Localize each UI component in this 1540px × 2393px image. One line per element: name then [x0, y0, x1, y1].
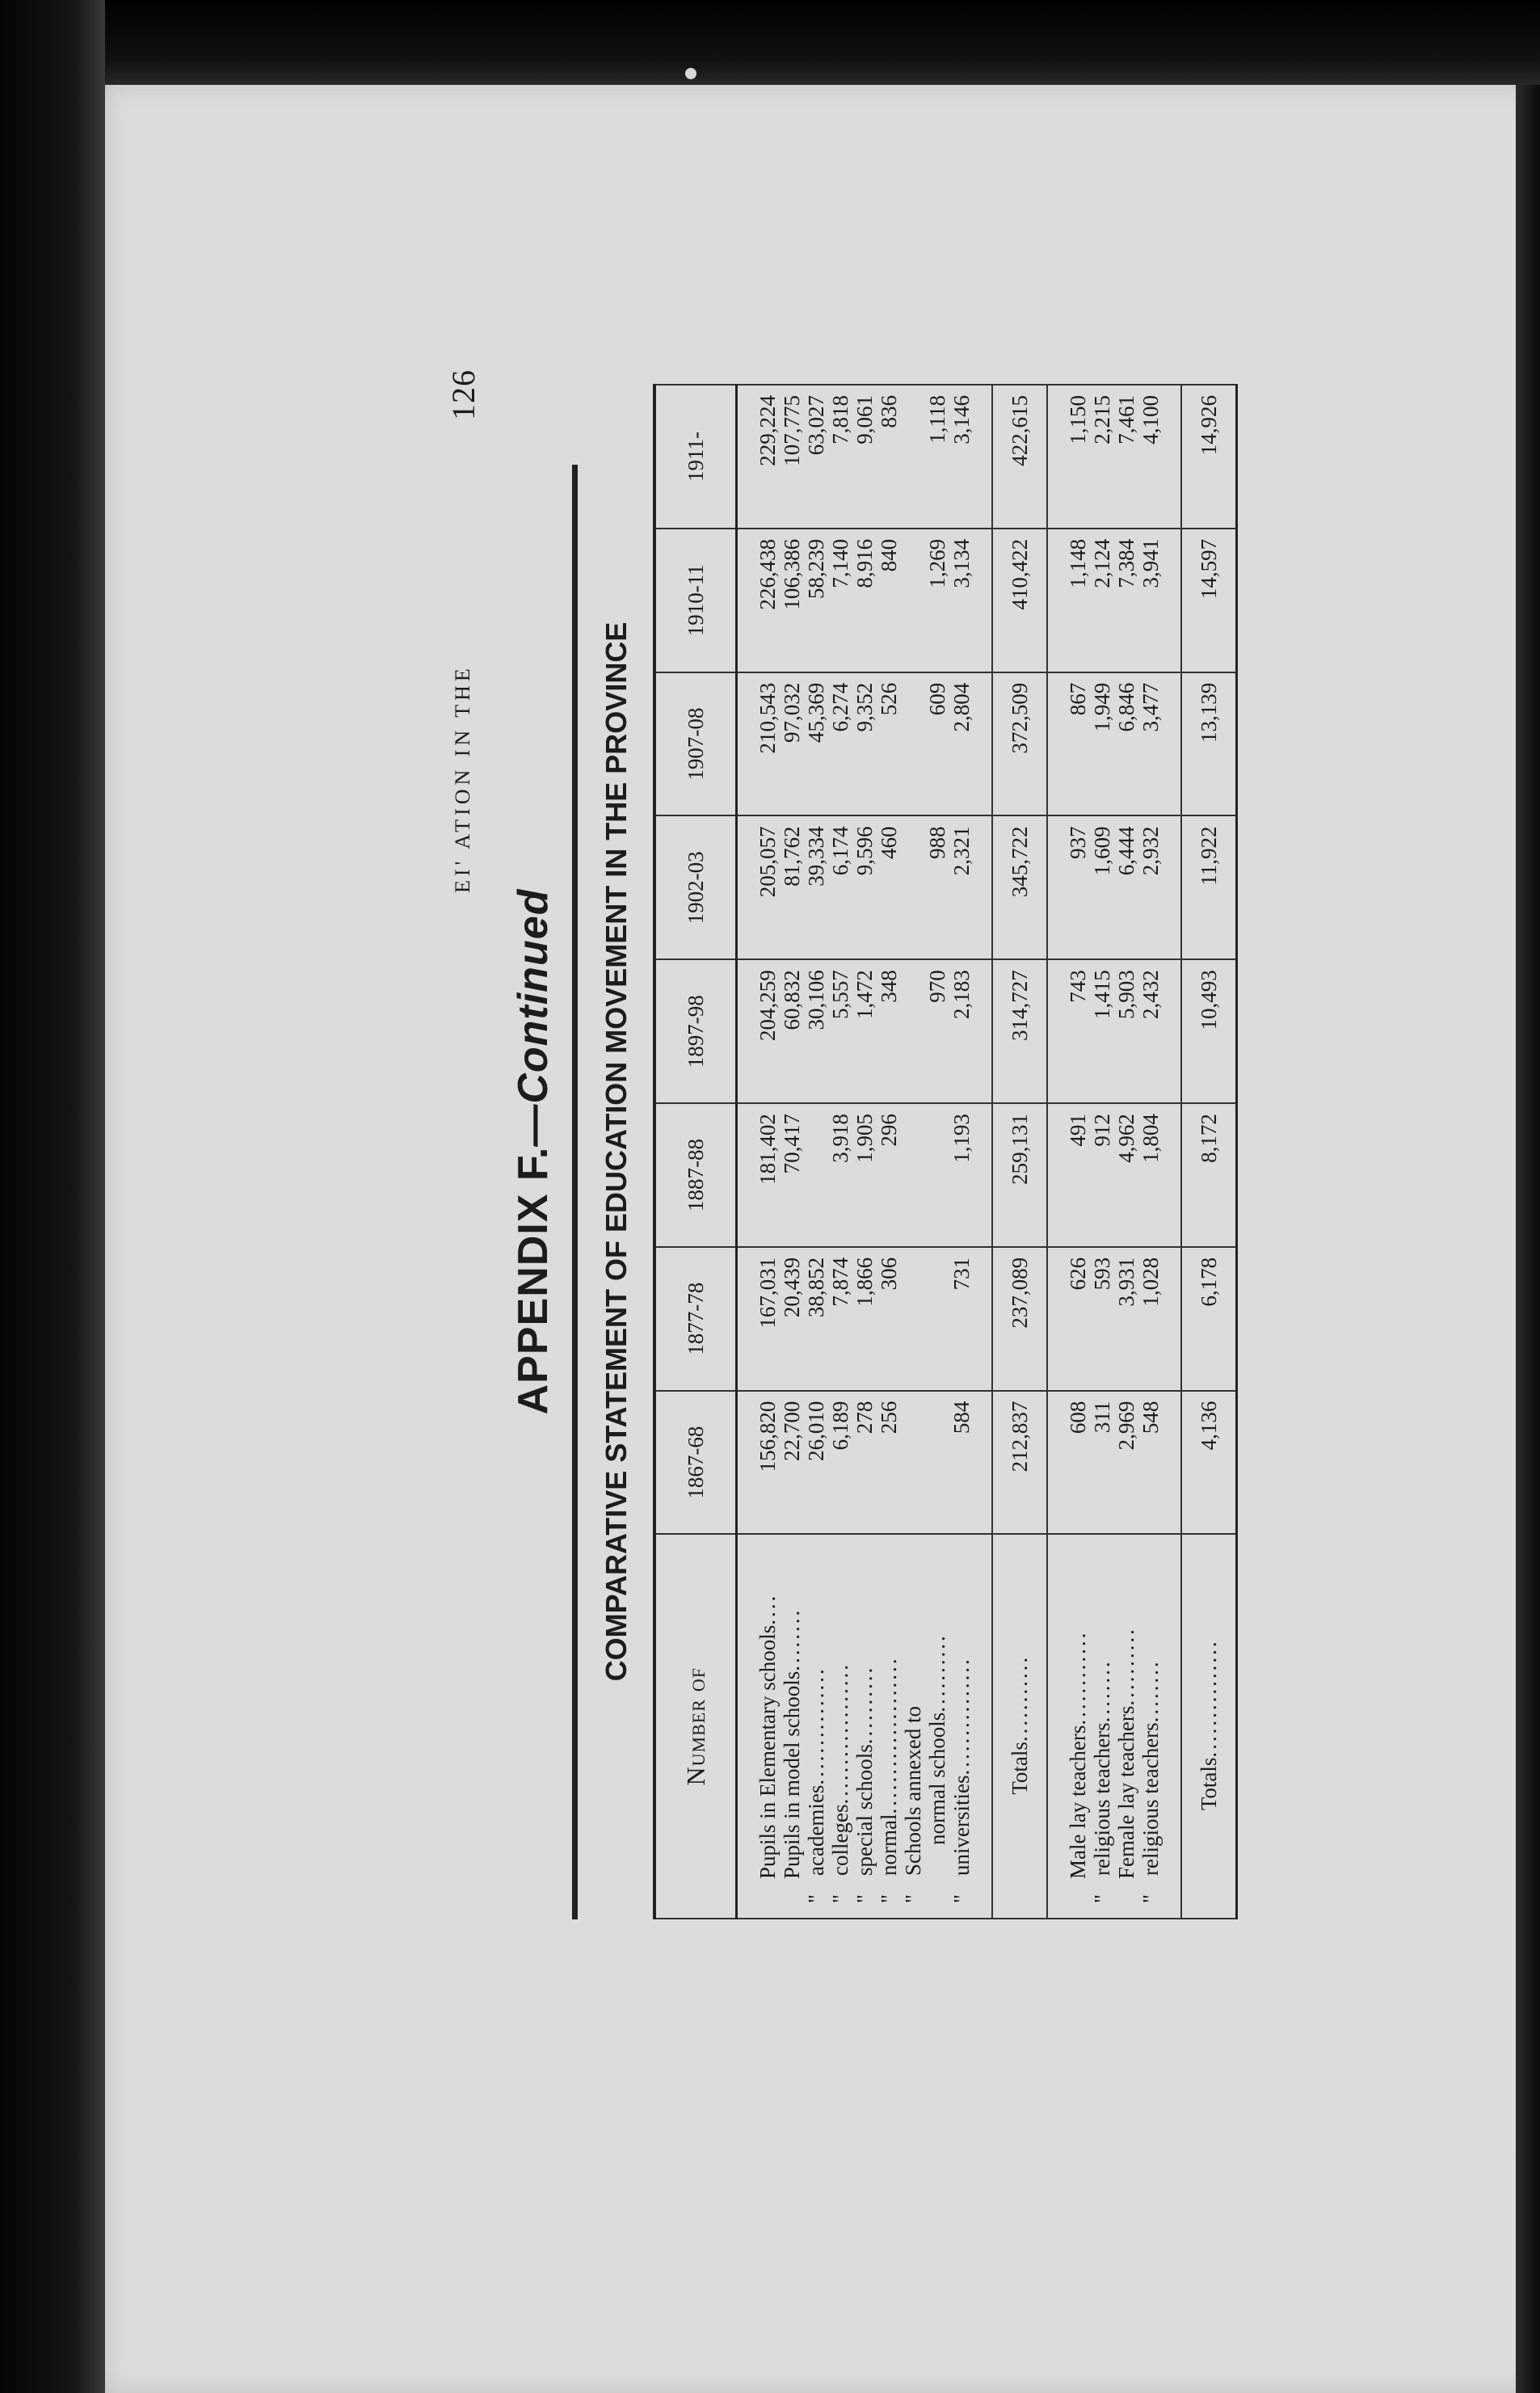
cell-value: 5,557: [828, 959, 852, 1103]
scan-left-edge: [0, 0, 105, 2393]
cell-value: 2,932: [1138, 815, 1163, 959]
row-label: [877, 1534, 901, 1919]
cell-value: 6,846: [1114, 672, 1138, 816]
table-row: [828, 385, 852, 1919]
cell-value: 60,832: [780, 959, 804, 1103]
cell-value: 1,472: [852, 959, 877, 1103]
spacer-cell: [1163, 672, 1181, 816]
cell-value: 204,259: [755, 959, 780, 1103]
cell-value: 156,820: [755, 1391, 780, 1535]
cell-value: 167,031: [755, 1247, 780, 1391]
cell-value: [901, 815, 925, 959]
table-row: [925, 385, 949, 1919]
dot-leader: ...............: [949, 1657, 974, 1776]
spacer-cell: [1047, 959, 1066, 1103]
spacer-cell: [1163, 1247, 1181, 1391]
cell-value: 1,150: [1066, 385, 1090, 529]
cell-value: 372,509: [992, 672, 1047, 816]
cell-value: 259,131: [992, 1103, 1047, 1247]
cell-value: 6,178: [1181, 1247, 1237, 1391]
row-label-text: Totals: [1197, 1757, 1221, 1811]
spacer-cell: [974, 815, 992, 959]
spacer-cell: [974, 1391, 992, 1535]
cell-value: 491: [1066, 1103, 1090, 1247]
cell-value: 311: [1090, 1391, 1114, 1535]
spacer-cell: [737, 1103, 756, 1247]
cell-value: 226,438: [755, 529, 780, 672]
cell-value: 237,089: [992, 1247, 1047, 1391]
spacer-row: [974, 385, 992, 1919]
cell-value: 988: [925, 815, 949, 959]
cell-value: 7,140: [828, 529, 852, 672]
cell-value: 2,215: [1090, 385, 1114, 529]
spacer-cell: [1047, 529, 1066, 672]
dot-leader: ............: [1066, 1630, 1090, 1725]
scan-speck: [685, 68, 696, 79]
table-row: [901, 385, 925, 1919]
cell-value: [925, 1103, 949, 1247]
cell-value: [901, 959, 925, 1103]
cell-value: 2,432: [1138, 959, 1163, 1103]
cell-value: 1,415: [1090, 959, 1114, 1103]
cell-value: 626: [1066, 1247, 1090, 1391]
cell-value: 1,949: [1090, 672, 1114, 816]
spacer-cell: [1163, 959, 1181, 1103]
cell-value: 867: [1066, 672, 1090, 816]
scan-right-shadow: [1516, 85, 1540, 2393]
cell-value: 22,700: [780, 1391, 804, 1535]
spacer-cell: [1047, 672, 1066, 816]
cell-value: 1,866: [852, 1247, 877, 1391]
cell-value: 912: [1090, 1103, 1114, 1247]
spacer-cell: [974, 529, 992, 672]
cell-value: 8,916: [852, 529, 877, 672]
dot-leader: ..................: [828, 1662, 852, 1805]
cell-value: 1,804: [1138, 1103, 1163, 1247]
spacer-cell: [1163, 385, 1181, 529]
cell-value: 410,422: [992, 529, 1047, 672]
cell-value: 6,174: [828, 815, 852, 959]
cell-value: 6,189: [828, 1391, 852, 1535]
cell-value: 2,804: [949, 672, 974, 816]
cell-value: 840: [877, 529, 901, 672]
row-label-text: Pupils in Elementary schools: [755, 1624, 780, 1879]
cell-value: 81,762: [780, 815, 804, 959]
cell-value: 30,106: [804, 959, 828, 1103]
appendix-title-main: APPENDIX F.: [510, 1146, 557, 1415]
cell-value: 6,274: [828, 672, 852, 816]
pupils-section: [737, 385, 993, 1919]
header-year: 1907-08: [654, 672, 737, 816]
spacer-cell: [1163, 1103, 1181, 1247]
cell-value: [901, 1103, 925, 1247]
row-label: [992, 1534, 1047, 1919]
cell-value: 70,417: [780, 1103, 804, 1247]
row-label-text: colleges: [828, 1804, 852, 1876]
table-row: [1090, 385, 1114, 1919]
table-row: [804, 385, 828, 1919]
row-label: [901, 1534, 925, 1919]
row-label-text: Female lay teachers: [1114, 1705, 1138, 1879]
cell-value: 608: [1066, 1391, 1090, 1535]
cell-value: 8,172: [1181, 1103, 1237, 1247]
cell-value: 10,493: [1181, 959, 1237, 1103]
dot-leader: ...............: [1197, 1639, 1221, 1758]
spacer-cell: [737, 1534, 756, 1919]
cell-value: 743: [1066, 959, 1090, 1103]
cell-value: 14,926: [1181, 385, 1237, 529]
spacer-cell: [737, 672, 756, 816]
cell-value: 526: [877, 672, 901, 816]
dot-leader: ...........: [1008, 1654, 1032, 1742]
spacer-cell: [1047, 1103, 1066, 1247]
running-head: EI' ATION IN THE: [451, 664, 474, 893]
cell-value: 7,818: [828, 385, 852, 529]
cell-value: [901, 672, 925, 816]
row-label-text: religious teachers: [1090, 1722, 1114, 1876]
cell-value: 63,027: [804, 385, 828, 529]
ditto-mark: ": [949, 1894, 974, 1903]
spacer-cell: [1163, 1391, 1181, 1535]
cell-value: 3,931: [1114, 1247, 1138, 1391]
row-label-text: Male lay teachers: [1066, 1725, 1090, 1879]
table-row: [780, 385, 804, 1919]
totals-row: [992, 385, 1047, 1919]
cell-value: 1,193: [949, 1103, 974, 1247]
spacer-cell: [737, 529, 756, 672]
cell-value: 460: [877, 815, 901, 959]
cell-value: 609: [925, 672, 949, 816]
cell-value: 3,941: [1138, 529, 1163, 672]
cell-value: 229,224: [755, 385, 780, 529]
rotated-page-content: [444, 369, 1333, 1919]
table-row: [755, 385, 780, 1919]
row-label: [1181, 1534, 1237, 1919]
header-year: 1877-78: [654, 1247, 737, 1391]
row-label-text: special schools: [852, 1744, 877, 1876]
ditto-mark: ": [901, 1894, 925, 1903]
cell-value: 3,477: [1138, 672, 1163, 816]
spacer-cell: [1047, 1391, 1066, 1535]
cell-value: 210,543: [755, 672, 780, 816]
row-label-text: Schools annexed to: [901, 1706, 925, 1876]
spacer-cell: [737, 1391, 756, 1535]
cell-value: 6,444: [1114, 815, 1138, 959]
row-label-text: normal schools: [925, 1712, 949, 1845]
spacer-cell: [737, 815, 756, 959]
cell-value: 205,057: [755, 815, 780, 959]
cell-value: 548: [1138, 1391, 1163, 1535]
cell-value: 5,903: [1114, 959, 1138, 1103]
cell-value: 3,134: [949, 529, 974, 672]
cell-value: 345,722: [992, 815, 1047, 959]
spacer-cell: [974, 1103, 992, 1247]
teachers-section: [1047, 385, 1181, 1919]
spacer-row: [1047, 385, 1066, 1919]
spacer-cell: [974, 1534, 992, 1919]
cell-value: 836: [877, 385, 901, 529]
dot-leader: ....................: [877, 1656, 901, 1814]
cell-value: 2,321: [949, 815, 974, 959]
cell-value: 7,461: [1114, 385, 1138, 529]
teachers-totals-section: [1181, 385, 1237, 1919]
ditto-mark: ": [1138, 1894, 1163, 1903]
cell-value: 731: [949, 1247, 974, 1391]
ditto-mark: ": [804, 1894, 828, 1903]
cell-value: 4,100: [1138, 385, 1163, 529]
cell-value: 14,597: [1181, 529, 1237, 672]
row-label: [1138, 1534, 1163, 1919]
cell-value: [804, 1103, 828, 1247]
row-label-text: universities: [949, 1775, 974, 1876]
table-row: [852, 385, 877, 1919]
dot-leader: ........: [1138, 1659, 1163, 1723]
table-row: [1138, 385, 1163, 1919]
spacer-cell: [737, 959, 756, 1103]
cell-value: 256: [877, 1391, 901, 1535]
cell-value: 4,136: [1181, 1391, 1237, 1535]
cell-value: 584: [949, 1391, 974, 1535]
cell-value: [901, 529, 925, 672]
row-label-text: religious teachers: [1138, 1722, 1163, 1876]
table-row: [1181, 385, 1237, 1919]
header-year: 1911-: [654, 385, 737, 529]
cell-value: 11,922: [1181, 815, 1237, 959]
cell-value: 296: [877, 1103, 901, 1247]
cell-value: 2,124: [1090, 529, 1114, 672]
cell-value: 937: [1066, 815, 1090, 959]
spacer-cell: [737, 1247, 756, 1391]
cell-value: 3,918: [828, 1103, 852, 1247]
cell-value: 593: [1090, 1247, 1114, 1391]
spacer-cell: [737, 385, 756, 529]
cell-value: 13,139: [1181, 672, 1237, 816]
cell-value: 9,352: [852, 672, 877, 816]
cell-value: 107,775: [780, 385, 804, 529]
cell-value: 4,962: [1114, 1103, 1138, 1247]
table-row: [1066, 385, 1090, 1919]
table-title: COMPARATIVE STATEMENT OF EDUCATION MOVEMENT IN THE PROVINCE: [600, 621, 633, 1682]
row-label-text: normal: [877, 1814, 901, 1876]
header-label: Number of: [654, 1534, 737, 1919]
cell-value: 26,010: [804, 1391, 828, 1535]
cell-value: 1,028: [1138, 1247, 1163, 1391]
cell-value: 1,905: [852, 1103, 877, 1247]
spacer-row: [1163, 385, 1181, 1919]
row-label-text: Pupils in model schools: [780, 1670, 804, 1879]
appendix-title-continued: —Continued: [510, 888, 557, 1147]
header-year: 1867-68: [654, 1391, 737, 1535]
table-row: [949, 385, 974, 1919]
row-label: [755, 1534, 780, 1919]
ditto-mark: ": [877, 1894, 901, 1903]
cell-value: [925, 1391, 949, 1535]
table-row: [877, 385, 901, 1919]
cell-value: 181,402: [755, 1103, 780, 1247]
spacer-cell: [1047, 1247, 1066, 1391]
row-label: [1066, 1534, 1090, 1919]
spacer-cell: [974, 959, 992, 1103]
page-number: 126: [445, 369, 482, 420]
ditto-mark: ": [828, 1894, 852, 1903]
dot-leader: ..........: [852, 1665, 877, 1745]
row-label: [780, 1534, 804, 1919]
dot-leader: ...............: [804, 1666, 828, 1785]
cell-value: 9,061: [852, 385, 877, 529]
table-header-row: [654, 385, 737, 1919]
cell-value: 20,439: [780, 1247, 804, 1391]
cell-value: 314,727: [992, 959, 1047, 1103]
header-year: 1897-98: [654, 959, 737, 1103]
title-rule: [572, 465, 578, 1919]
dot-leader: ..........: [1114, 1627, 1138, 1706]
cell-value: 422,615: [992, 385, 1047, 529]
spacer-cell: [1047, 1534, 1066, 1919]
scan-top-shadow: [105, 0, 1540, 87]
cell-value: 7,874: [828, 1247, 852, 1391]
header-year: 1887-88: [654, 1103, 737, 1247]
spacer-cell: [1163, 815, 1181, 959]
cell-value: [901, 385, 925, 529]
cell-value: 1,269: [925, 529, 949, 672]
spacer-cell: [1163, 1534, 1181, 1919]
cell-value: 306: [877, 1247, 901, 1391]
education-statistics-table: [653, 384, 1238, 1919]
spacer-cell: [1047, 815, 1066, 959]
cell-value: [901, 1391, 925, 1535]
dot-leader: ........: [780, 1607, 804, 1671]
cell-value: 9,596: [852, 815, 877, 959]
dot-leader: ........: [1090, 1659, 1114, 1723]
spacer-cell: [974, 672, 992, 816]
cell-value: 2,183: [949, 959, 974, 1103]
row-label-text: Totals: [1008, 1742, 1032, 1795]
pupils-totals-section: [992, 385, 1047, 1919]
spacer-cell: [1047, 385, 1066, 529]
spacer-cell: [1163, 529, 1181, 672]
cell-value: 97,032: [780, 672, 804, 816]
ditto-mark: ": [1090, 1894, 1114, 1903]
row-label: [828, 1534, 852, 1919]
dot-leader: ....: [755, 1593, 780, 1625]
dot-leader: ..........: [925, 1633, 949, 1713]
table-row: [1114, 385, 1138, 1919]
cell-value: 38,852: [804, 1247, 828, 1391]
spacer-cell: [974, 385, 992, 529]
appendix-title: [509, 384, 558, 1919]
cell-value: 212,837: [992, 1391, 1047, 1535]
row-label-text: academies: [804, 1784, 828, 1876]
spacer-row: [737, 385, 756, 1919]
cell-value: 278: [852, 1391, 877, 1535]
cell-value: 348: [877, 959, 901, 1103]
cell-value: 970: [925, 959, 949, 1103]
cell-value: [901, 1247, 925, 1391]
header-year: 1902-03: [654, 815, 737, 959]
cell-value: 3,146: [949, 385, 974, 529]
cell-value: 45,369: [804, 672, 828, 816]
row-label: [925, 1534, 949, 1919]
cell-value: 58,239: [804, 529, 828, 672]
row-label: [852, 1534, 877, 1919]
cell-value: 7,384: [1114, 529, 1138, 672]
row-label: [949, 1534, 974, 1919]
cell-value: 1,148: [1066, 529, 1090, 672]
cell-value: 1,118: [925, 385, 949, 529]
spacer-cell: [974, 1247, 992, 1391]
row-label: [1114, 1534, 1138, 1919]
cell-value: [925, 1247, 949, 1391]
ditto-mark: ": [852, 1894, 877, 1903]
cell-value: 39,334: [804, 815, 828, 959]
cell-value: 106,386: [780, 529, 804, 672]
row-label: [804, 1534, 828, 1919]
cell-value: 1,609: [1090, 815, 1114, 959]
header-year: 1910-11: [654, 529, 737, 672]
row-label: [1090, 1534, 1114, 1919]
cell-value: 2,969: [1114, 1391, 1138, 1535]
